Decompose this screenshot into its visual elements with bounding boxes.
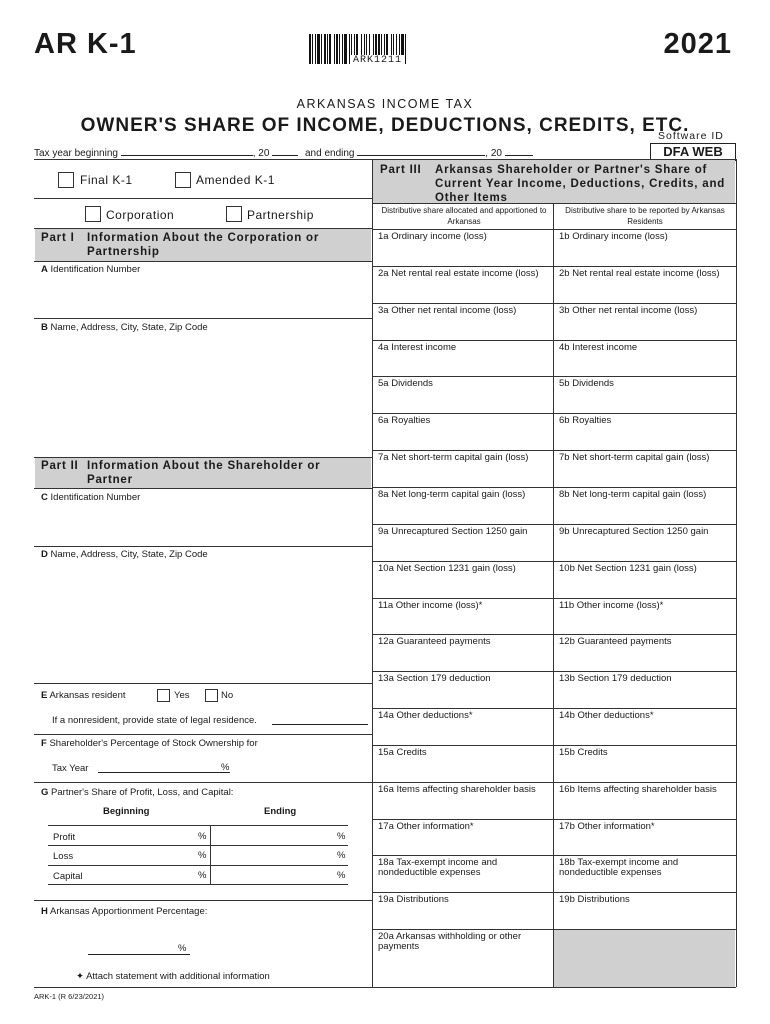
line-1a-field[interactable]: 1a Ordinary income (loss) [378, 231, 487, 242]
profit-end-pct: % [337, 831, 346, 842]
part1-num: Part I [41, 232, 75, 244]
profit-begin-pct: % [198, 831, 207, 842]
line-4b-field[interactable]: 4b Interest income [559, 342, 638, 353]
line-11a-field[interactable]: 11a Other income (loss)* [378, 600, 483, 611]
line-13a-field[interactable]: 13a Section 179 deduction [378, 673, 491, 684]
field-f-label [41, 738, 258, 749]
field-h-label [41, 906, 207, 917]
line-18b-field[interactable]: 18b Tax-exempt income and nondeductible expenses [559, 857, 679, 878]
tax-year-heading: 2021 [663, 28, 732, 60]
stock-ownership-pct-field[interactable] [98, 762, 230, 773]
line-6b-field[interactable]: 6b Royalties [559, 415, 612, 426]
corp-name-address-field[interactable] [35, 335, 371, 456]
capital-begin-pct: % [198, 870, 207, 881]
apportionment-pct-field[interactable] [88, 944, 190, 955]
line-19a-field[interactable]: 19a Distributions [378, 894, 449, 905]
line-6a-field[interactable]: 6a Royalties [378, 415, 431, 426]
form-id: AR K-1 [34, 28, 137, 60]
shareholder-id-number-field[interactable] [35, 505, 371, 545]
loss-begin-pct: % [198, 850, 207, 861]
field-b-label [41, 322, 208, 333]
agency-title: ARKANSAS INCOME TAX [296, 97, 474, 111]
form-title: OWNER'S SHARE OF INCOME, DEDUCTIONS, CREDITS, ETC. [80, 115, 690, 136]
field-c-key: C [41, 492, 48, 503]
line-12b-field[interactable]: 12b Guaranteed payments [559, 636, 672, 647]
line-19b-field[interactable]: 19b Distributions [559, 894, 630, 905]
line-16b-field[interactable]: 16b Items affecting shareholder basis [559, 784, 717, 795]
partnership-label: Partnership [247, 208, 314, 222]
amended-k1-checkbox[interactable] [175, 172, 191, 188]
tax-year-end-date-field[interactable] [357, 145, 485, 156]
line-9a-field[interactable]: 9a Unrecaptured Section 1250 gain [378, 526, 528, 537]
line-17a-field[interactable]: 17a Other information* [378, 821, 474, 832]
line-9b-field[interactable]: 9b Unrecaptured Section 1250 gain [559, 526, 709, 537]
line-4a-field[interactable]: 4a Interest income [378, 342, 457, 353]
line-7a-field[interactable]: 7a Net short-term capital gain (loss) [378, 452, 529, 463]
line-1b-field[interactable]: 1b Ordinary income (loss) [559, 231, 668, 242]
capital-label: Capital [53, 871, 83, 882]
line-13b-field[interactable]: 13b Section 179 deduction [559, 673, 672, 684]
line-10b-field[interactable]: 10b Net Section 1231 gain (loss) [559, 563, 697, 574]
shareholder-name-address-field[interactable] [35, 562, 371, 682]
part3-header [373, 160, 735, 203]
field-a-key: A [41, 264, 48, 275]
line-5b-field[interactable]: 5b Dividends [559, 378, 614, 389]
line-8b-field[interactable]: 8b Net long-term capital gain (loss) [559, 489, 707, 500]
form-revision: ARK-1 (R 6/23/2021) [34, 992, 105, 1001]
field-b-text: Name, Address, City, State, Zip Code [50, 322, 208, 333]
line-15b-field[interactable]: 15b Credits [559, 747, 608, 758]
amended-k1-label: Amended K-1 [196, 173, 275, 187]
field-g-label [41, 787, 233, 798]
tax-year-begin-yy-field[interactable] [272, 145, 298, 156]
attach-statement-note: ✦ Attach statement with additional information [76, 971, 270, 982]
line-8a-field[interactable]: 8a Net long-term capital gain (loss) [378, 489, 526, 500]
part3-num: Part III [380, 164, 422, 176]
field-h-key: H [41, 906, 48, 917]
tax-year-end-20: , 20 [485, 148, 502, 159]
part2-title: Information About the Shareholder or Partner [87, 460, 321, 486]
field-e-key: E [41, 690, 48, 701]
barcode-text: ARK1211 [353, 55, 403, 66]
field-e-label [41, 690, 126, 701]
field-a-label [41, 264, 140, 275]
line-5a-field[interactable]: 5a Dividends [378, 378, 433, 389]
line-14a-field[interactable]: 14a Other deductions* [378, 710, 473, 721]
line-14b-field[interactable]: 14b Other deductions* [559, 710, 654, 721]
tax-year-ending-label: and ending [304, 148, 355, 159]
line-11b-field[interactable]: 11b Other income (loss)* [559, 600, 664, 611]
corporation-checkbox[interactable] [85, 206, 101, 222]
corporation-label: Corporation [106, 208, 175, 222]
line-7b-field[interactable]: 7b Net short-term capital gain (loss) [559, 452, 710, 463]
loss-label: Loss [53, 851, 74, 862]
nonresident-label: If a nonresident, provide state of legal residence. [52, 715, 257, 726]
line-18a-field[interactable]: 18a Tax-exempt income and nondeductible expenses [378, 857, 498, 878]
col-a-header: Distributive share allocated and apportioned to Arkansas [381, 206, 547, 226]
tax-year-line [34, 145, 533, 159]
software-id-value: DFA WEB [650, 143, 736, 161]
beginning-header: Beginning [103, 806, 150, 817]
corp-id-number-field[interactable] [35, 276, 371, 318]
resident-no-label: No [221, 690, 234, 701]
final-k1-checkbox[interactable] [58, 172, 74, 188]
part2-num: Part II [41, 460, 79, 472]
line-20a-field[interactable]: 20a Arkansas withholding or other payments [378, 931, 522, 952]
part1-title: Information About the Corporation or Partnership [87, 232, 320, 258]
final-k1-label: Final K-1 [80, 173, 133, 187]
field-g-text: Partner's Share of Profit, Loss, and Capital: [51, 787, 234, 798]
tax-year-beginning-label: Tax year beginning [34, 148, 118, 159]
field-f-key: F [41, 738, 47, 749]
software-id-label: Software ID [658, 130, 724, 142]
tax-year-begin-date-field[interactable] [121, 145, 253, 156]
profit-label: Profit [53, 832, 76, 843]
line-2b-field[interactable]: 2b Net rental real estate income (loss) [559, 268, 720, 279]
apportionment-pct-sign: % [178, 943, 187, 954]
field-d-text: Name, Address, City, State, Zip Code [50, 549, 208, 560]
line-17b-field[interactable]: 17b Other information* [559, 821, 655, 832]
line-20b-shaded [554, 930, 735, 987]
field-a-text: Identification Number [50, 264, 141, 275]
field-e-text: Arkansas resident [49, 690, 126, 701]
tax-year-ownership-label: Tax Year [52, 763, 89, 774]
line-3a-field[interactable]: 3a Other net rental income (loss) [378, 305, 517, 316]
resident-yes-checkbox[interactable] [157, 689, 170, 702]
line-2a-field[interactable]: 2a Net rental real estate income (loss) [378, 268, 539, 279]
field-h-text: Arkansas Apportionment Percentage: [50, 906, 208, 917]
field-f-text: Shareholder's Percentage of Stock Ownership for [49, 738, 258, 749]
resident-yes-label: Yes [174, 690, 190, 701]
field-d-label [41, 549, 208, 560]
line-12a-field[interactable]: 12a Guaranteed payments [378, 636, 491, 647]
part1-header [35, 229, 371, 261]
part2-header [35, 458, 371, 488]
line-3b-field[interactable]: 3b Other net rental income (loss) [559, 305, 698, 316]
capital-end-pct: % [337, 870, 346, 881]
ending-header: Ending [264, 806, 297, 817]
line-10a-field[interactable]: 10a Net Section 1231 gain (loss) [378, 563, 516, 574]
field-b-key: B [41, 322, 48, 333]
loss-end-pct: % [337, 850, 346, 861]
partnership-checkbox[interactable] [226, 206, 242, 222]
col-b-header: Distributive share to be reported by Arkansas Residents [565, 206, 725, 226]
field-d-key: D [41, 549, 48, 560]
field-c-label [41, 492, 140, 503]
field-c-text: Identification Number [50, 492, 141, 503]
stock-ownership-pct-sign: % [221, 762, 230, 773]
part3-title: Arkansas Shareholder or Partner's Share of Current Year Income, Deductions, Credits, and Other Items [435, 164, 726, 204]
line-15a-field[interactable]: 15a Credits [378, 747, 427, 758]
tax-year-end-yy-field[interactable] [505, 145, 533, 156]
line-16a-field[interactable]: 16a Items affecting shareholder basis [378, 784, 536, 795]
resident-no-checkbox[interactable] [205, 689, 218, 702]
legal-residence-state-field[interactable] [272, 714, 368, 725]
tax-year-begin-20: , 20 [252, 148, 270, 159]
field-g-key: G [41, 787, 49, 798]
